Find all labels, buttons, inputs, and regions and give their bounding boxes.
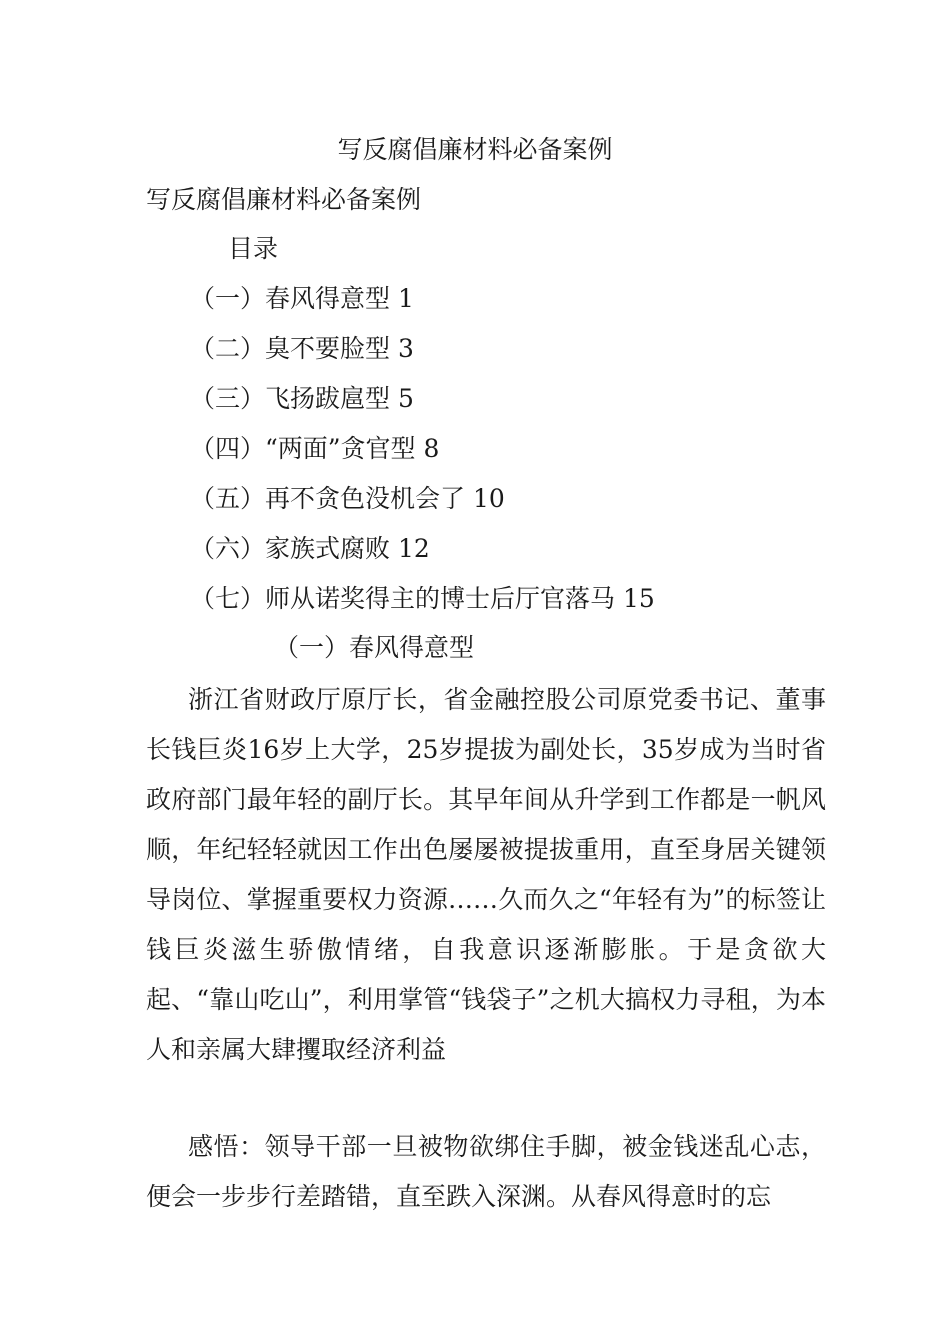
toc-item: （三）飞扬跋扈型 5 xyxy=(190,384,414,413)
section-heading: （一）春风得意型 xyxy=(274,633,475,662)
toc-item: （一）春风得意型 1 xyxy=(190,284,414,313)
toc-heading: 目录 xyxy=(228,234,279,263)
toc-item: （四）“两面”贪官型 8 xyxy=(190,434,440,463)
toc-item: （六）家族式腐败 12 xyxy=(190,534,430,563)
document-subtitle: 写反腐倡廉材料必备案例 xyxy=(146,185,422,214)
toc-item: （五）再不贪色没机会了 10 xyxy=(190,484,505,513)
body-paragraph: 感悟：领导干部一旦被物欲绑住手脚，被金钱迷乱心志，便会一步步行差踏错，直至跌入深渊。从春风得意时的忘 xyxy=(146,1132,826,1211)
toc-item: （七）师从诺奖得主的博士后厅官落马 15 xyxy=(190,584,655,613)
body-paragraph: 浙江省财政厅原厅长，省金融控股公司原党委书记、董事长钱巨炎16岁上大学，25岁提拔为副处长，35岁成为当时省政府部门最年轻的副厅长。其早年间从升学到工作都是一帆风顺，年纪轻轻就因工作出色屡屡被提拔重用，直至身居关键领导岗位、掌握重要权力资源……久而久之“年轻有为”的标签让钱巨炎滋生骄傲情绪，自我意识逐渐膨胀。于是贪欲大起、“靠山吃山”，利用掌管“钱袋子”之机大搞权力寻租，为本人和亲属大肆攫取经济利益 xyxy=(146,685,826,1064)
toc-item: （二）臭不要脸型 3 xyxy=(190,334,414,363)
document-title: 写反腐倡廉材料必备案例 xyxy=(337,135,613,164)
